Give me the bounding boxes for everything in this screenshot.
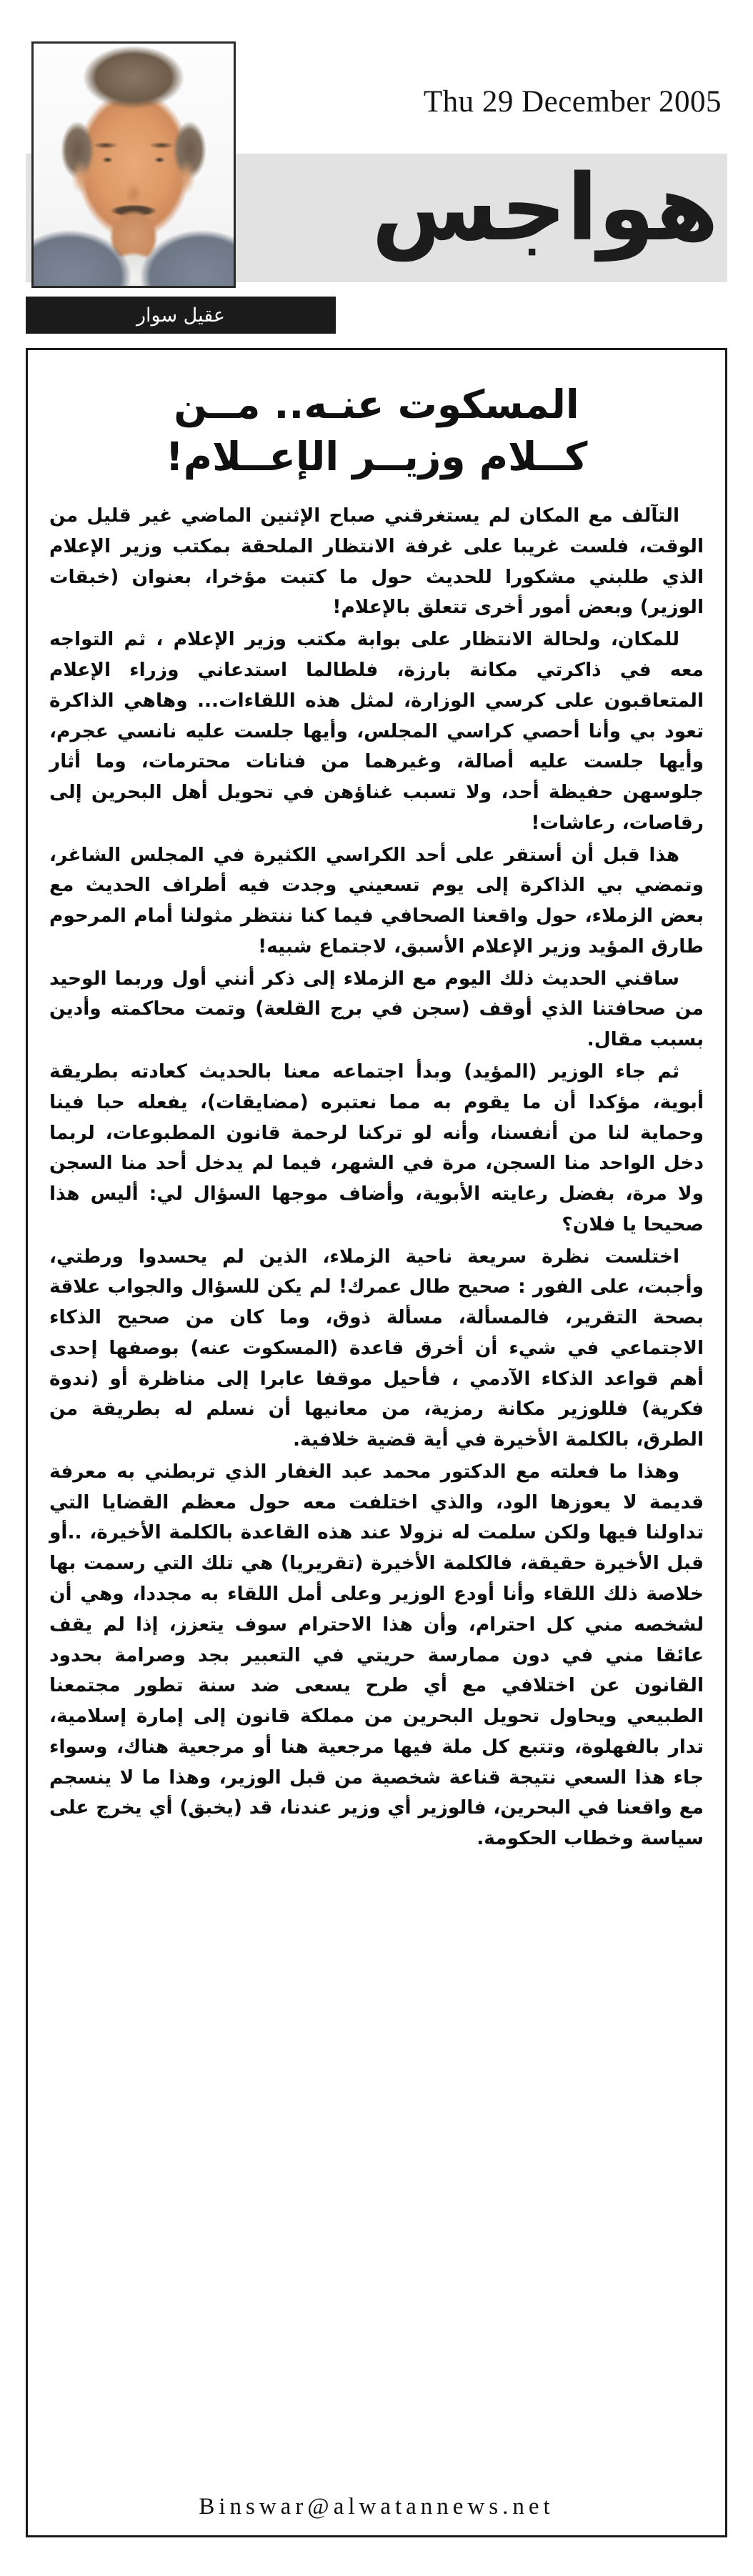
author-portrait-image	[34, 44, 234, 286]
author-name: عقيل سوار	[136, 304, 226, 327]
author-byline-bar	[26, 297, 336, 334]
article-headline	[49, 379, 704, 482]
article-paragraph: ثم جاء الوزير (المؤيد) وبدأ اجتماعه معنا بالحديث كعادته بطريقة أبوية، مؤكدا أن ما يقوم به مما نعتبره (مضايقات)، يفعله حبا فينا وحماية لنا من أنفسنا، وأنه لو تركنا لرحمة قانون المطبوعات، لربما دخل الواحد منا السجن، مرة في الشهر، فيما لم يدخل أحد منا السجن ولا مرة، بفضل رعايته الأبوية، وأضاف موجها السؤال لي: أليس هذا صحيحا يا فلان؟	[49, 1060, 704, 1235]
article-paragraph: ساقني الحديث ذلك اليوم مع الزملاء إلى ذكر أنني أول وربما الوحيد من صحافتنا الذي أوقف (سجن في برج القلعة) وتمت محاكمته وأدين بسبب مقال.	[49, 967, 704, 1051]
author-photo-frame	[31, 41, 236, 288]
article-paragraph: اختلست نظرة سريعة ناحية الزملاء، الذين لم يحسدوا ورطتي، وأجبت، على الفور : صحيح طال عمرك! لم يكن للسؤال والجواب علاقة بصحة التقرير، فالمسألة، مسألة ذوق، وما كان من صحيح الذكاء الاجتماعي في شيء أن أخرق قاعدة (المسكوت عنه) بوصفها إحدى أهم قواعد الذكاء الآدمي ، فأحيل موقفا عابرا إلى مناظرة أو (ندوة فكرية) فللوزير مكانة رمزية، من معانيها أن نسلم له بطريقة من الطرق، بالكلمة الأخيرة في أية قضية خلافية.	[49, 1245, 704, 1451]
headline-line-2: كــلام وزيــر الإعــلام!	[165, 433, 588, 479]
publication-date: Thu 29 December 2005	[423, 85, 722, 119]
headline-line-1: المسكوت عنـه.. مــن	[174, 382, 579, 427]
article-paragraph: هذا قبل أن أستقر على أحد الكراسي الكثيرة في المجلس الشاغر، وتمضي بي الذاكرة إلى يوم تسعيني وجدت فيه أطراف الحديث مع بعض الزملاء، حول واقعنا الصحافي فيما كنا ننتظر مثولنا أمام المرحوم طارق المؤيد وزير الإعلام الأسبق، لاجتماع شبيه!	[49, 843, 704, 958]
article-body	[49, 501, 704, 1854]
author-email[interactable]: Binswar@alwatannews.net	[199, 2494, 554, 2520]
article-paragraph: التآلف مع المكان لم يستغرقني صباح الإثنين الماضي غير قليل من الوقت، فلست غريبا على غرفة الانتظار الملحقة بمكتب وزير الإعلام الذي طلبني مشكورا للحديث حول ما كتبت مؤخرا، بعنوان (خبقات الوزير) وبعض أمور أخرى تتعلق بالإعلام!	[49, 504, 704, 619]
article-container	[26, 348, 727, 2537]
masthead	[0, 0, 753, 286]
article-paragraph: وهذا ما فعلته مع الدكتور محمد عبد الغفار الذي تربطني به معرفة قديمة لا يعوزها الود، والذي اختلفت معه حول معظم القضايا التي تداولنا فيها ولكن سلمت له نزولا عند هذه القاعدة بالكلمة الأخيرة، ..أو قبل الأخيرة حقيقة، فالكلمة الأخيرة (تقريريا) هي تلك التي رسمت بها خلاصة ذلك اللقاء وأنا أودع الوزير وعلى أمل اللقاء به مجددا، وهي أن لشخصه مني كل احترام، وأن هذا الاحترام سوف يتعزز، إذا لم يقف عائقا مني في دون ممارسة حريتي في التعبير بجد وصرامة بحدود القانون عن اختلافي مع أي طرح يسعى ضد سنة تطور مجتمعنا الطبيعي ويحاول تحويل البحرين من مملكة قانون إلى إمارة إسلامية، تدار بالفهلوة، وتتبع كل ملة فيها مرجعية هنا أو مرجعية هناك، وسواء جاء هذا السعي نتيجة قناعة شخصية من قبل الوزير، وهذا ما لا ينسجم مع واقعنا في البحرين، فالوزير أي وزير عندنا، قد (يخبق) أي يخرج على سياسة وخطاب الحكومة.	[49, 1460, 704, 1850]
article-paragraph: للمكان، ولحالة الانتظار على بوابة مكتب وزير الإعلام ، ثم التواجه معه في ذاكرتي مكانة بارزة، فلطالما استدعاني وزراء الإعلام المتعاقبون على كرسي الوزارة، لمثل هذه اللقاءات... وهاهي الذاكرة تعود بي وأنا أحصي كراسي المجلس، وأيها جلست عليه نانسي عجرم، وأيها جلست عليه أصالة، وغيرهما من فنانات محترمات، وما أثار جلوسهن حفيظة أحد، ولا تسبب غناؤهن في تحويل أهل البحرين إلى رقاصات، رعاشات!	[49, 628, 704, 834]
column-title: هواجس	[371, 155, 719, 262]
